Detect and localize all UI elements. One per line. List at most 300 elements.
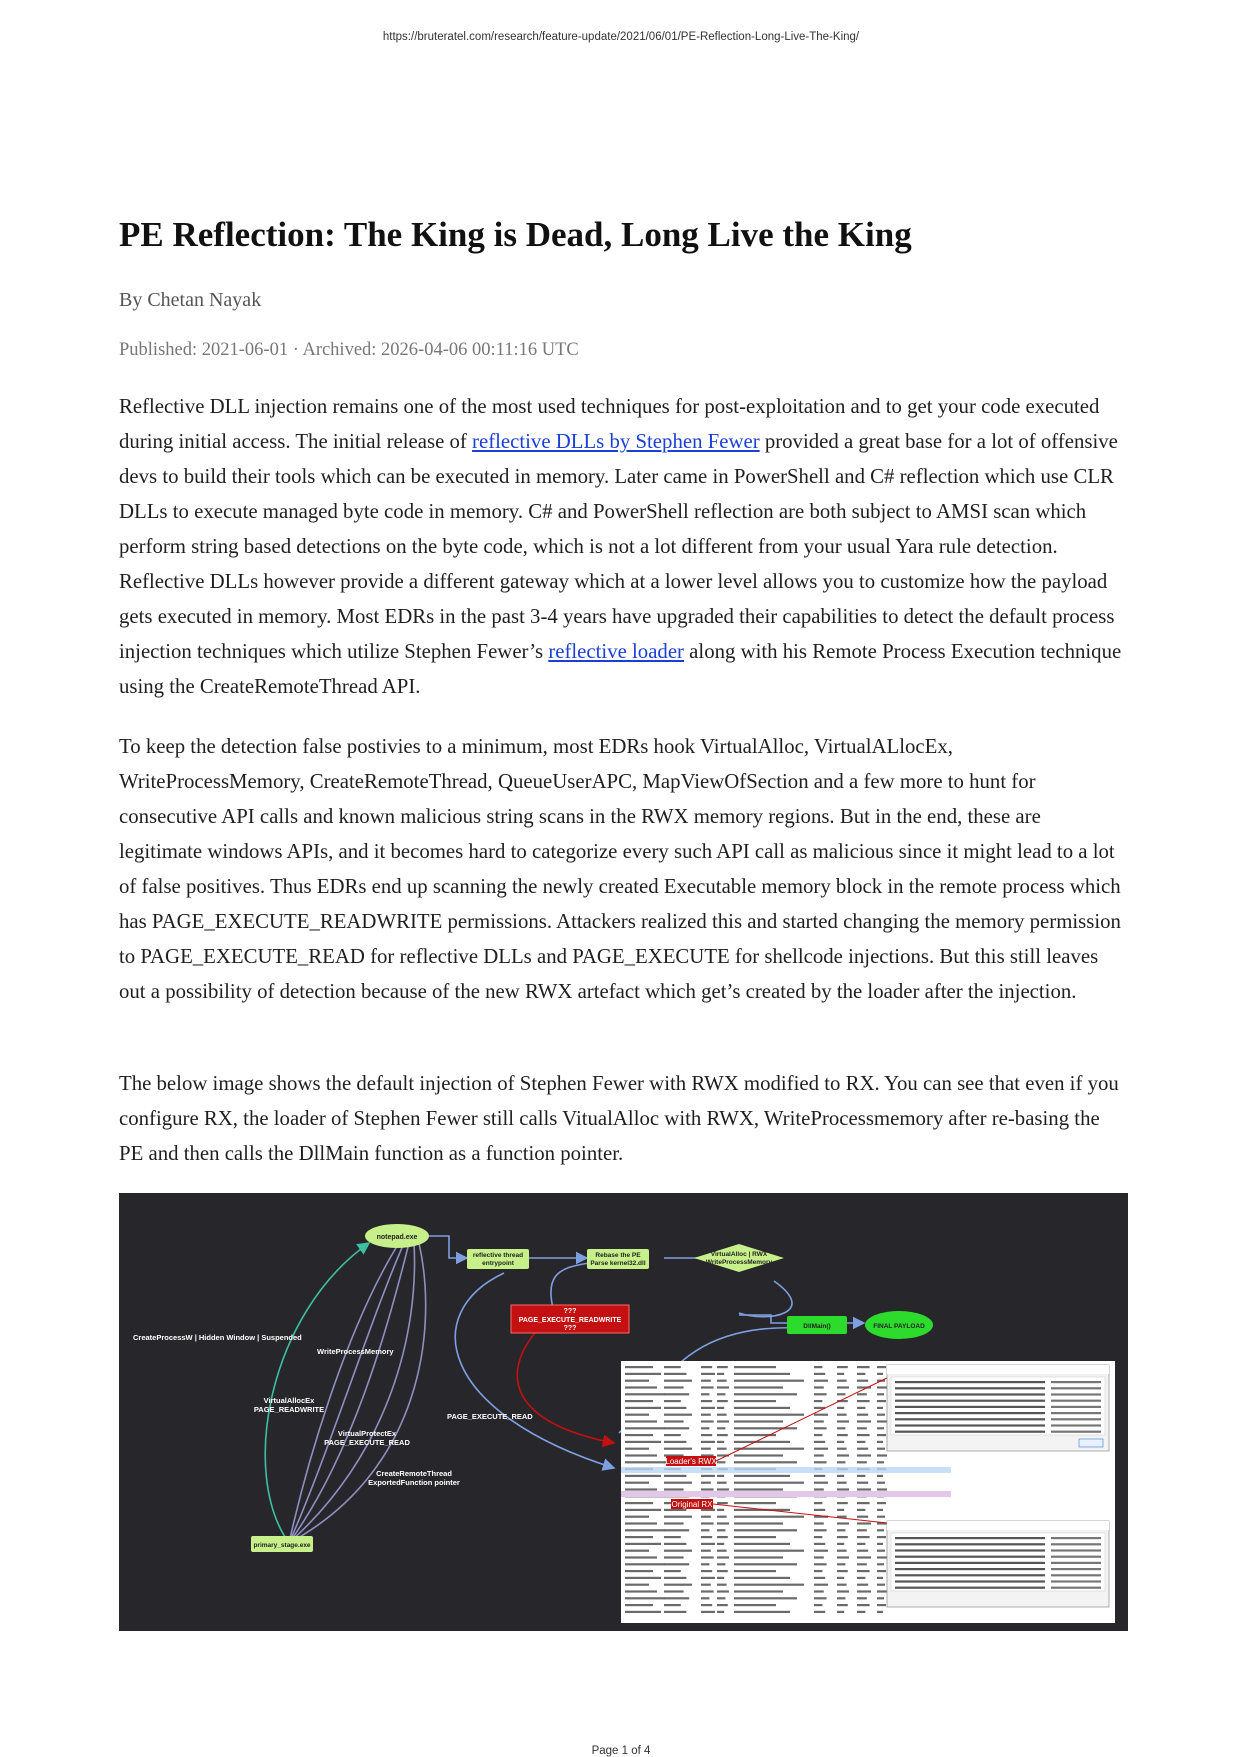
memory-row-line — [664, 1482, 692, 1484]
hex-line — [895, 1424, 1045, 1426]
memory-row-line — [877, 1407, 883, 1409]
memory-row-line — [625, 1366, 653, 1368]
memory-row-line — [701, 1563, 709, 1565]
memory-row-line — [877, 1590, 887, 1592]
hex-line — [895, 1587, 1045, 1589]
memory-row-line — [701, 1373, 715, 1375]
memory-row-line — [877, 1556, 887, 1558]
memory-row-line — [814, 1386, 824, 1388]
memory-row-line — [625, 1590, 657, 1592]
memory-row-line — [837, 1509, 844, 1511]
memory-row-line — [664, 1604, 681, 1606]
memory-row-line — [625, 1488, 657, 1490]
memory-row-line — [664, 1611, 686, 1613]
memory-row-line — [625, 1461, 665, 1463]
memory-row-line — [734, 1461, 797, 1463]
memory-row-line — [625, 1448, 649, 1450]
memory-row-line — [664, 1563, 689, 1565]
memory-row-line — [837, 1407, 844, 1409]
memory-row-line — [857, 1488, 871, 1490]
memory-row-line — [877, 1563, 884, 1565]
memory-row-line — [814, 1461, 827, 1463]
article-title: PE Reflection: The King is Dead, Long Live the King — [119, 215, 912, 254]
label-loaders-rwx: Loader's RWX — [665, 1457, 717, 1466]
memory-row-line — [664, 1529, 689, 1531]
memory-row-line — [701, 1393, 709, 1395]
memory-row-line — [814, 1584, 828, 1586]
memory-row-line — [625, 1427, 665, 1429]
memory-row-line — [857, 1393, 867, 1395]
memory-row-line — [837, 1386, 849, 1388]
node-primary-stage-label: primary_stage.exe — [253, 1542, 311, 1549]
memory-row-line — [625, 1441, 661, 1443]
node-rebase-pe — [587, 1249, 649, 1269]
memory-row-line — [664, 1543, 686, 1545]
memory-row-line — [664, 1475, 686, 1477]
memory-row-line — [701, 1536, 712, 1538]
memory-row-line — [625, 1577, 661, 1579]
memory-row-line — [814, 1482, 828, 1484]
memory-row-line — [857, 1516, 868, 1518]
hex-line — [895, 1418, 1045, 1420]
memory-row-line — [701, 1604, 712, 1606]
memory-row-line — [717, 1488, 729, 1490]
memory-row-line — [664, 1556, 684, 1558]
memory-row-line — [625, 1475, 661, 1477]
p3-text: The below image shows the default injection of Stephen Fewer with RWX modified to RX. You can see that even if you configure RX, the loader of Stephen Fewer still calls VitualAlloc with RWX, WriteProcessmemory after re-basing the PE and then calls the DllMain function as a function pointer. — [119, 1072, 1119, 1165]
memory-row-line — [625, 1570, 653, 1572]
reflective-dlls-link[interactable]: reflective DLLs by Stephen Fewer — [472, 430, 760, 453]
node-unknown-rwx — [511, 1305, 629, 1333]
memory-row-line — [814, 1590, 824, 1592]
p1-text-a: Reflective DLL injection remains one of the most used techniques for post-exploitation and to get your code executed during initial access. The initial release of — [119, 395, 1100, 453]
ascii-line — [1051, 1537, 1101, 1539]
memory-row-line — [857, 1563, 867, 1565]
memory-row-line — [701, 1590, 714, 1592]
memory-row-line — [664, 1380, 692, 1382]
node-dllmain — [787, 1316, 847, 1334]
memory-row-line — [734, 1590, 783, 1592]
memory-row-line — [877, 1420, 887, 1422]
memory-row-line — [734, 1543, 790, 1545]
memory-row-line — [664, 1400, 681, 1402]
memory-row-line — [857, 1454, 871, 1456]
memory-row-line — [717, 1509, 724, 1511]
memory-row-line — [717, 1373, 724, 1375]
memory-row-line — [857, 1434, 870, 1436]
memory-row-line — [625, 1584, 649, 1586]
memory-row-line — [877, 1550, 885, 1552]
memory-row-line — [664, 1536, 681, 1538]
node-dllmain-label: DllMain() — [803, 1323, 831, 1330]
memory-row-line — [857, 1441, 865, 1443]
memory-row-line — [857, 1550, 868, 1552]
memory-row-line — [877, 1584, 885, 1586]
memory-row-line — [877, 1597, 884, 1599]
memory-row-line — [734, 1550, 804, 1552]
memory-row-line — [701, 1550, 711, 1552]
hex-line — [895, 1556, 1045, 1558]
memory-row-line — [877, 1461, 884, 1463]
memory-row-line — [717, 1380, 727, 1382]
memory-row-line — [814, 1563, 827, 1565]
memory-row-line — [857, 1366, 870, 1368]
memory-row-line — [837, 1393, 845, 1395]
memory-row-line — [701, 1522, 714, 1524]
memory-row-line — [877, 1604, 886, 1606]
memory-row-line — [701, 1509, 715, 1511]
memory-row-line — [734, 1400, 776, 1402]
memory-row-line — [717, 1563, 725, 1565]
memory-row-line — [814, 1522, 824, 1524]
memory-row-line — [664, 1448, 692, 1450]
memory-row-line — [717, 1400, 728, 1402]
label-virtualprotectex-1: VirtualProtectEx — [337, 1429, 397, 1438]
node-reflective-thread-label-1: reflective thread — [472, 1252, 524, 1259]
reflective-loader-link[interactable]: reflective loader — [548, 640, 684, 663]
memory-row-line — [814, 1393, 827, 1395]
hex-line — [895, 1393, 1045, 1395]
hex-line — [895, 1400, 1045, 1402]
label-createremotethread-2: ExportedFunction pointer — [368, 1478, 460, 1487]
memory-row-line — [857, 1611, 865, 1613]
memory-row-line — [717, 1597, 725, 1599]
memory-row-line — [664, 1427, 689, 1429]
memory-row-line — [837, 1597, 845, 1599]
memory-row-line — [837, 1604, 848, 1606]
memory-row-line — [717, 1502, 728, 1504]
memory-row-line — [734, 1441, 790, 1443]
memory-row-line — [814, 1475, 825, 1477]
memory-row-line — [734, 1611, 790, 1613]
hex-line — [895, 1580, 1045, 1582]
memory-row-line — [664, 1393, 689, 1395]
hex-window-bottom-lines — [895, 1537, 1101, 1589]
memory-row-line — [877, 1400, 886, 1402]
memory-row-line — [734, 1522, 783, 1524]
memory-row-line — [837, 1380, 847, 1382]
memory-row-line — [717, 1441, 724, 1443]
memory-row-line — [857, 1577, 865, 1579]
label-virtualallocex-2: PAGE_READWRITE — [253, 1405, 325, 1414]
memory-row-line — [734, 1563, 797, 1565]
memory-row-line — [877, 1543, 883, 1545]
paragraph-2 — [119, 729, 1129, 1009]
memory-row-line — [734, 1556, 783, 1558]
memory-row-line — [717, 1393, 725, 1395]
memory-row-line — [837, 1441, 844, 1443]
memory-row-line — [814, 1414, 828, 1416]
memory-row-line — [857, 1536, 870, 1538]
memory-row-line — [701, 1516, 711, 1518]
memory-row-line — [837, 1373, 844, 1375]
node-notepad-label: notepad.exe — [376, 1234, 418, 1241]
injection-diagram — [119, 1193, 1128, 1631]
node-virtualalloc — [694, 1244, 784, 1272]
memory-row-line — [717, 1536, 728, 1538]
memory-row-line — [814, 1380, 828, 1382]
memory-row-line — [877, 1454, 887, 1456]
memory-row-line — [857, 1509, 865, 1511]
ascii-line — [1051, 1431, 1101, 1433]
node-final-payload-label: FINAL PAYLOAD — [873, 1323, 925, 1330]
memory-row-line — [857, 1590, 871, 1592]
node-unknown-label-1: ??? — [563, 1308, 577, 1315]
memory-row-line — [857, 1570, 870, 1572]
memory-row-line — [814, 1454, 824, 1456]
memory-row-line — [877, 1488, 887, 1490]
memory-row-line — [625, 1386, 657, 1388]
page-url: https://bruteratel.com/research/feature-update/2021/06/01/PE-Reflection-Long-Live-The-King/ — [382, 31, 860, 43]
node-notepad — [365, 1224, 429, 1248]
memory-row-line — [734, 1577, 790, 1579]
memory-row-line — [701, 1400, 712, 1402]
memory-row-line — [701, 1584, 711, 1586]
ascii-line — [1051, 1587, 1101, 1589]
memory-row-line — [664, 1550, 692, 1552]
memory-row-line — [701, 1414, 711, 1416]
memory-row-line — [877, 1509, 883, 1511]
process-memory-screenshot — [621, 1361, 1115, 1623]
node-rebase-label-1: Rebase the PE — [595, 1252, 641, 1259]
hex-line — [895, 1406, 1045, 1408]
memory-row-line — [814, 1556, 824, 1558]
memory-row-line — [877, 1373, 883, 1375]
memory-row-line — [837, 1475, 844, 1477]
memory-row-line — [857, 1448, 868, 1450]
node-reflective-thread — [467, 1249, 529, 1269]
memory-row-line — [664, 1441, 686, 1443]
memory-row-line — [857, 1597, 867, 1599]
memory-row-line — [837, 1454, 849, 1456]
memory-row-line — [734, 1502, 776, 1504]
p1-text-c: along with his Remote Process Execution technique using the CreateRemoteThread API. — [119, 640, 1122, 698]
memory-row-line — [701, 1434, 712, 1436]
memory-row-line — [837, 1550, 847, 1552]
hex-window-bottom — [887, 1521, 1109, 1607]
memory-row-line — [625, 1420, 657, 1422]
hex-line — [895, 1568, 1045, 1570]
memory-row-line — [664, 1488, 684, 1490]
p2-text: To keep the detection false postivies to a minimum, most EDRs hook VirtualAlloc, VirtualALlocEx, WriteProcessMemory, CreateRemoteThread, QueueUserAPC, MapViewOfSection and a few more to hunt for consecutive API calls and known malicious string scans in the RWX memory regions. But in the end, these are legitimate windows APIs, and it becomes hard to categorize every such API call as malicious since it might lead to a lot of false positives. Thus EDRs end up scanning the newly created Executable memory block in the remote process which has PAGE_EXECUTE_READWRITE permissions. Attackers realized this and started changing the memory permission to PAGE_EXECUTE_READ for reflective DLLs and PAGE_EXECUTE for shellcode injections. But this still leaves out a possibility of detection because of the new RWX artefact which get’s created by the loader after the injection. — [119, 735, 1121, 1003]
memory-row-line — [717, 1427, 725, 1429]
memory-row-line — [717, 1420, 729, 1422]
page-number: Page 1 of 4 — [591, 1745, 651, 1757]
memory-row-line — [717, 1516, 727, 1518]
hex-line — [895, 1562, 1045, 1564]
memory-row-line — [625, 1454, 657, 1456]
memory-row-line — [814, 1536, 822, 1538]
memory-row-line — [837, 1461, 845, 1463]
memory-row-line — [734, 1604, 776, 1606]
memory-row-line — [734, 1454, 783, 1456]
memory-row-line — [734, 1584, 804, 1586]
memory-row-line — [877, 1502, 886, 1504]
memory-row-line — [857, 1427, 867, 1429]
node-rebase-label-2: Parse kernel32.dll — [590, 1260, 646, 1267]
ascii-line — [1051, 1574, 1101, 1576]
memory-row-line — [625, 1502, 653, 1504]
memory-row-line — [734, 1536, 776, 1538]
memory-row-line — [664, 1597, 689, 1599]
memory-row-line — [734, 1366, 776, 1368]
memory-row-line — [734, 1482, 804, 1484]
memory-row-line — [625, 1536, 653, 1538]
node-final-payload — [865, 1311, 933, 1339]
memory-row-line — [664, 1509, 686, 1511]
memory-row-line — [814, 1550, 828, 1552]
label-virtualallocex-1: VirtualAllocEx — [263, 1396, 315, 1405]
memory-row-line — [717, 1386, 729, 1388]
memory-row-line — [814, 1427, 827, 1429]
hex-line — [895, 1381, 1045, 1383]
memory-row-line — [877, 1482, 885, 1484]
paragraph-1 — [119, 389, 1129, 704]
memory-row-line — [837, 1556, 849, 1558]
memory-row-line — [734, 1414, 804, 1416]
memory-row-line — [701, 1577, 715, 1579]
memory-row-line — [717, 1556, 729, 1558]
memory-row-line — [837, 1590, 849, 1592]
memory-row-line — [717, 1522, 729, 1524]
memory-row-line — [877, 1386, 887, 1388]
ascii-line — [1051, 1562, 1101, 1564]
node-unknown-label-2: PAGE_EXECUTE_READWRITE — [518, 1317, 622, 1324]
memory-row-line — [877, 1366, 886, 1368]
memory-row-line — [701, 1543, 715, 1545]
ascii-line — [1051, 1381, 1101, 1383]
memory-row-line — [877, 1434, 886, 1436]
memory-row-line — [837, 1570, 848, 1572]
memory-row-line — [664, 1386, 684, 1388]
memory-row-line — [664, 1414, 692, 1416]
memory-row-line — [717, 1448, 727, 1450]
node-virtualalloc-label-2: WriteProcessMemory — [705, 1259, 773, 1266]
memory-row-line — [701, 1597, 709, 1599]
memory-row-line — [857, 1407, 865, 1409]
memory-row-line — [837, 1577, 844, 1579]
memory-row-line — [857, 1522, 871, 1524]
label-createremotethread-1: CreateRemoteThread — [376, 1469, 452, 1478]
memory-row-line — [857, 1475, 865, 1477]
memory-row-line — [625, 1522, 657, 1524]
memory-row-line — [837, 1611, 844, 1613]
memory-row-line — [857, 1482, 868, 1484]
p1-text-b: provided a great base for a lot of offensive devs to build their tools which can be executed in memory. Later came in PowerShell and C# reflection which use CLR DLLs to execute managed byte code in memory. C# and PowerShell reflection are both subject to AMSI scan which perform string based detections on the byte code, which is not a lot different from your usual Yara rule detection. Reflective DLLs however provide a different gateway which at a lower level allows you to customize how the payload gets executed in memory. Most EDRs in the past 3-4 years have upgraded their capabilities to detect the default process injection techniques which utilize Stephen Fewer’s — [119, 430, 1118, 663]
memory-row-line — [734, 1427, 797, 1429]
memory-row-line — [734, 1475, 790, 1477]
injection-diagram-figure — [119, 1193, 1128, 1631]
memory-row-line — [717, 1366, 728, 1368]
hex-window-top — [887, 1365, 1109, 1451]
memory-row-line — [837, 1502, 848, 1504]
memory-row-line — [734, 1488, 783, 1490]
memory-row-line — [664, 1522, 684, 1524]
memory-row-line — [837, 1482, 847, 1484]
memory-row-line — [877, 1475, 883, 1477]
memory-row-line — [837, 1434, 848, 1436]
hex-line — [895, 1387, 1045, 1389]
memory-row-line — [837, 1448, 847, 1450]
memory-row-line — [857, 1373, 865, 1375]
memory-row-line — [625, 1611, 661, 1613]
edge-labels — [133, 1333, 533, 1487]
memory-row-line — [814, 1604, 822, 1606]
memory-row-line — [625, 1482, 649, 1484]
ascii-line — [1051, 1393, 1101, 1395]
memory-row-line — [664, 1420, 684, 1422]
memory-row-line — [837, 1427, 845, 1429]
memory-row-line — [664, 1434, 681, 1436]
memory-row-line — [734, 1407, 790, 1409]
hex-line — [895, 1574, 1045, 1576]
hex-line — [895, 1431, 1045, 1433]
memory-row-line — [814, 1509, 825, 1511]
ascii-line — [1051, 1387, 1101, 1389]
hex-line — [895, 1543, 1045, 1545]
ascii-line — [1051, 1556, 1101, 1558]
memory-row-line — [717, 1584, 727, 1586]
label-virtualprotectex-2: PAGE_EXECUTE_READ — [324, 1438, 410, 1447]
paragraph-3 — [119, 1066, 1129, 1171]
memory-row-line — [877, 1529, 884, 1531]
memory-row-line — [625, 1407, 661, 1409]
memory-row-line — [717, 1475, 724, 1477]
memory-row-line — [837, 1584, 847, 1586]
memory-row-line — [857, 1380, 868, 1382]
hex-line — [895, 1412, 1045, 1414]
memory-row-line — [664, 1590, 684, 1592]
memory-row-line — [837, 1488, 849, 1490]
memory-row-line — [701, 1570, 712, 1572]
node-unknown-label-3: ??? — [563, 1325, 577, 1332]
hex-line — [895, 1537, 1045, 1539]
memory-row-line — [701, 1366, 712, 1368]
memory-row-line — [625, 1380, 649, 1382]
memory-row-line — [717, 1570, 728, 1572]
node-reflective-thread-label-2: entrypoint — [482, 1260, 514, 1267]
memory-row-line — [717, 1577, 724, 1579]
memory-row-line — [857, 1461, 867, 1463]
memory-row-line — [625, 1373, 661, 1375]
memory-row-line — [717, 1414, 727, 1416]
memory-row-line — [857, 1502, 870, 1504]
ascii-line — [1051, 1568, 1101, 1570]
memory-row-line — [814, 1400, 822, 1402]
ascii-line — [1051, 1412, 1101, 1414]
node-primary-stage — [251, 1536, 313, 1552]
memory-row-line — [717, 1529, 725, 1531]
memory-row-line — [625, 1516, 649, 1518]
memory-row-line — [877, 1577, 883, 1579]
memory-row-line — [701, 1556, 714, 1558]
memory-row-line — [701, 1386, 714, 1388]
memory-row-line — [814, 1434, 822, 1436]
memory-row-line — [877, 1414, 885, 1416]
memory-row-line — [625, 1597, 665, 1599]
memory-row-line — [857, 1556, 871, 1558]
hex-window-top-lines — [895, 1381, 1101, 1433]
memory-row-line — [701, 1407, 715, 1409]
memory-row-line — [814, 1577, 825, 1579]
memory-row-line — [625, 1393, 665, 1395]
memory-row-line — [701, 1441, 715, 1443]
memory-row-line — [717, 1604, 728, 1606]
memory-row-line — [717, 1550, 727, 1552]
memory-row-line — [814, 1420, 824, 1422]
memory-row-line — [814, 1448, 828, 1450]
memory-row-line — [837, 1366, 848, 1368]
